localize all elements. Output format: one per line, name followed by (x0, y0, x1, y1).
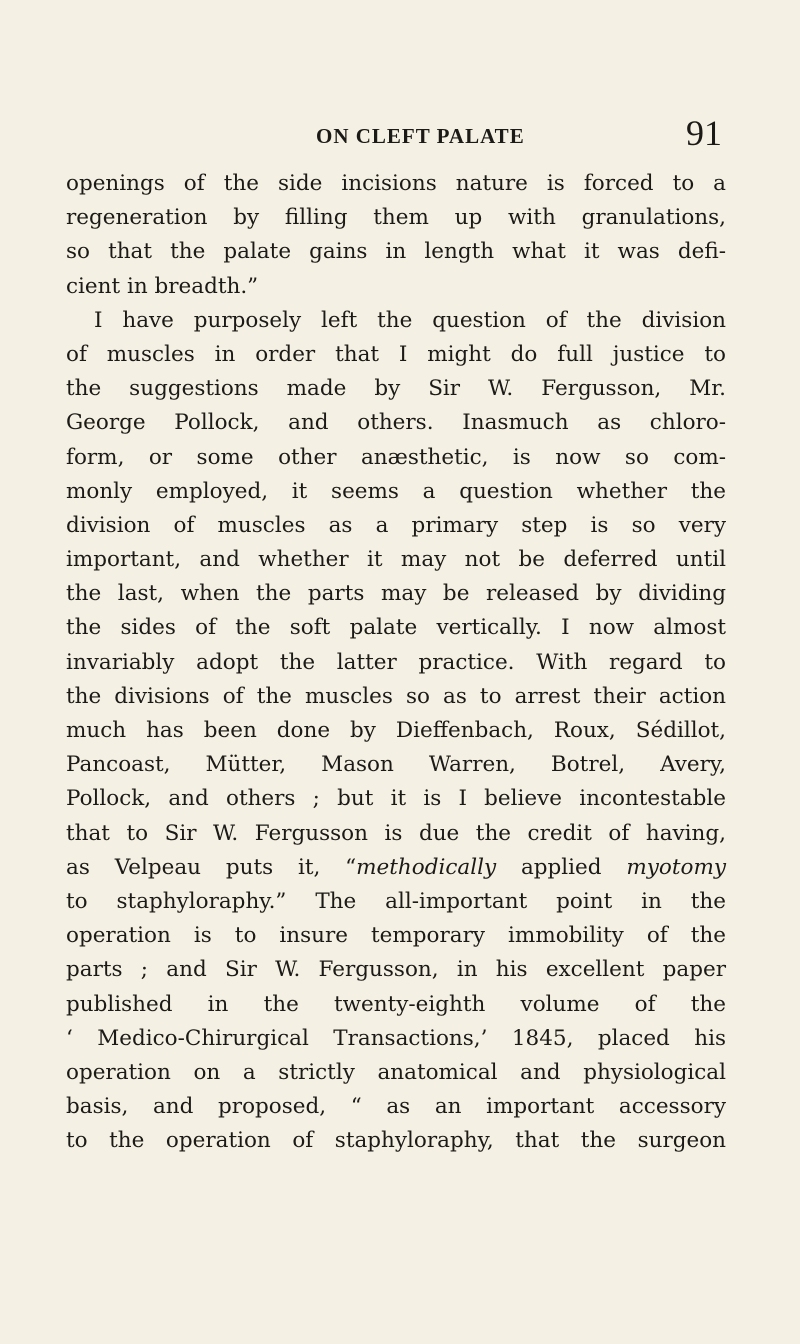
page-number: 91 (686, 113, 722, 153)
text-line: monly employed, it seems a question whether the (66, 478, 726, 504)
text-line: operation is to insure temporary immobility of the (66, 923, 726, 949)
text-line: the divisions of the muscles so as to arrest their action (66, 683, 726, 709)
text-line: the suggestions made by Sir W. Fergusson, Mr. (66, 376, 726, 402)
text-line: division of muscles as a primary step is so very (66, 512, 726, 538)
running-head (66, 112, 726, 162)
text-line: the sides of the soft palate vertically. I now almost (66, 615, 726, 641)
text-line: much has been done by Dieffenbach, Roux, Sédillot, (66, 718, 726, 743)
text-line: Pollock, and others ; but it is I believe incontestable (66, 786, 726, 812)
text-line: cient in breadth.” (66, 273, 259, 299)
text-line: George Pollock, and others. Inasmuch as chloro- (66, 410, 726, 436)
running-title: ON CLEFT PALATE (316, 124, 525, 148)
text-line: basis, and proposed, “ as an important accessory (66, 1094, 726, 1120)
text-line: of muscles in order that I might do full justice to (66, 341, 726, 367)
text-line: parts ; and Sir W. Fergusson, in his excellent paper (66, 957, 726, 983)
text-line: to the operation of staphyloraphy, that the surgeon (66, 1128, 726, 1154)
text-segment: as Velpeau puts it, “ (66, 854, 357, 880)
text-line: openings of the side incisions nature is forced to a (66, 171, 726, 196)
text-line: Pancoast, Mütter, Mason Warren, Botrel, Avery, (66, 752, 726, 778)
text-line: form, or some other anæsthetic, is now so com- (66, 444, 726, 470)
text-line: important, and whether it may not be deferred until (66, 547, 726, 573)
text-line: I have purposely left the question of the division (94, 307, 726, 333)
italic-text: myotomy (626, 854, 726, 880)
text-line: the last, when the parts may be released by dividing (66, 581, 726, 607)
text-segment: applied (496, 854, 627, 880)
text-line: operation on a strictly anatomical and physiological (66, 1059, 726, 1085)
text-line: invariably adopt the latter practice. With regard to (66, 649, 726, 675)
text-line: so that the palate gains in length what it was defi- (66, 239, 726, 265)
text-line-with-italics (66, 851, 726, 885)
text-line: published in the twenty-eighth volume of the (66, 991, 726, 1017)
text-line: that to Sir W. Fergusson is due the credit of having, (66, 820, 726, 846)
text-line: ‘ Medico-Chirurgical Transactions,’ 1845, placed his (66, 1025, 726, 1051)
text-line: regeneration by filling them up with granulations, (66, 205, 726, 231)
body-text (66, 167, 726, 1158)
italic-text: methodically (356, 854, 497, 880)
text-line: to staphyloraphy.” The all-important point in the (66, 888, 726, 914)
